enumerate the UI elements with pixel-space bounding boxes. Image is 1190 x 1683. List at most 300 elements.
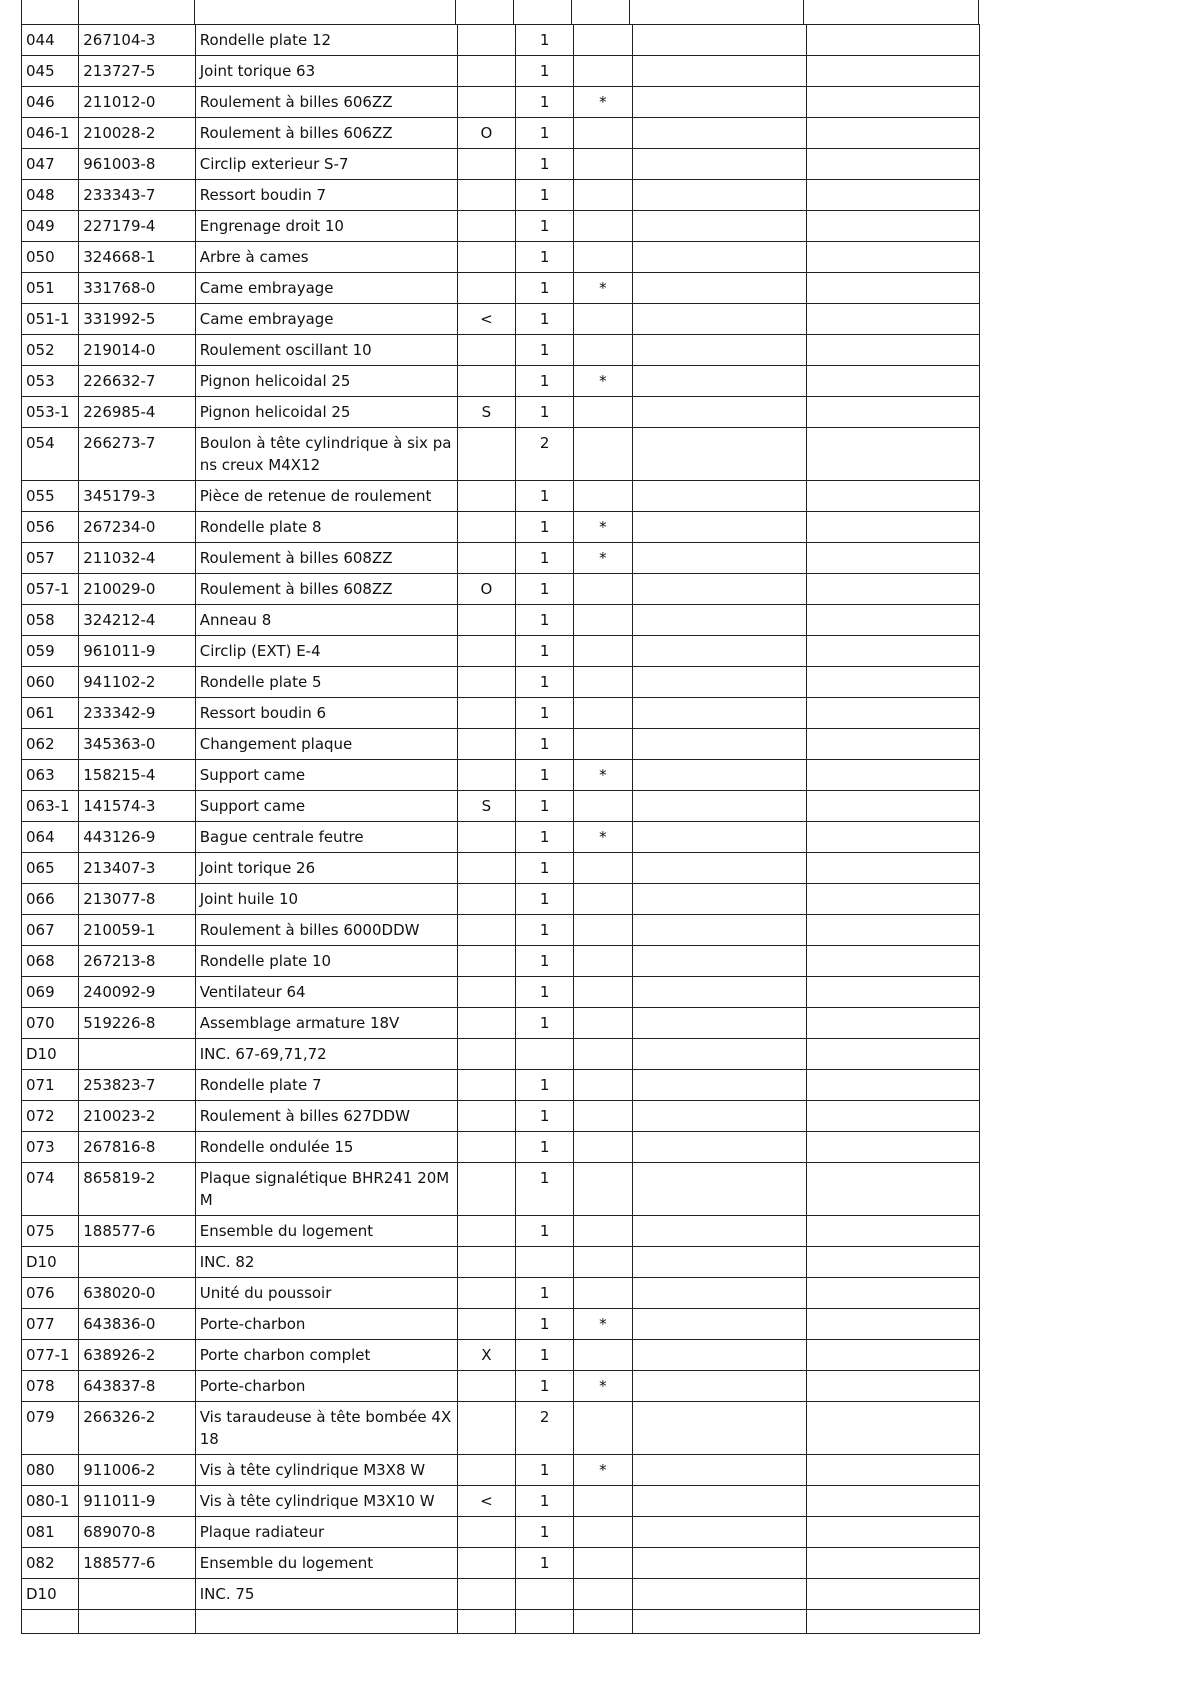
empty-cell <box>632 543 807 574</box>
quantity-cell <box>516 1610 574 1634</box>
part-number-cell: 267213-8 <box>79 946 195 977</box>
note-cell <box>457 1371 515 1402</box>
empty-cell <box>632 698 807 729</box>
empty-cell <box>807 1247 980 1278</box>
part-number-cell: 267816-8 <box>79 1132 195 1163</box>
ref-cell: 058 <box>22 605 79 636</box>
quantity-cell: 1 <box>516 87 574 118</box>
table-row <box>22 1216 980 1247</box>
quantity-cell: 1 <box>516 574 574 605</box>
note-cell <box>457 667 515 698</box>
ref-cell: 053 <box>22 366 79 397</box>
note-cell: O <box>457 118 515 149</box>
change-mark-cell: * <box>574 1309 632 1340</box>
empty-cell <box>807 791 980 822</box>
change-mark-cell <box>574 729 632 760</box>
part-number-cell: 188577-6 <box>79 1216 195 1247</box>
empty-cell <box>632 87 807 118</box>
part-number-cell: 961003-8 <box>79 149 195 180</box>
change-mark-cell <box>574 946 632 977</box>
change-mark-cell <box>574 636 632 667</box>
empty-cell <box>632 1008 807 1039</box>
ref-cell: 046 <box>22 87 79 118</box>
empty-cell <box>632 512 807 543</box>
description-cell: Arbre à cames <box>195 242 457 273</box>
quantity-cell: 2 <box>516 428 574 481</box>
ref-cell: 048 <box>22 180 79 211</box>
quantity-cell: 1 <box>516 884 574 915</box>
empty-cell <box>807 1132 980 1163</box>
ref-cell: 068 <box>22 946 79 977</box>
table-top-continuation <box>21 0 980 24</box>
empty-cell <box>632 1309 807 1340</box>
description-cell: Porte-charbon <box>195 1309 457 1340</box>
quantity-cell: 1 <box>516 1548 574 1579</box>
table-row <box>22 1340 980 1371</box>
note-cell <box>457 1101 515 1132</box>
ref-cell: 057 <box>22 543 79 574</box>
table-row <box>22 977 980 1008</box>
table-row <box>22 1402 980 1455</box>
ref-cell: 066 <box>22 884 79 915</box>
description-cell: Came embrayage <box>195 304 457 335</box>
empty-cell <box>807 1216 980 1247</box>
ref-cell: D10 <box>22 1247 79 1278</box>
empty-cell <box>807 822 980 853</box>
ref-cell: 056 <box>22 512 79 543</box>
empty-cell <box>632 397 807 428</box>
empty-cell <box>807 25 980 56</box>
ref-cell: 064 <box>22 822 79 853</box>
table-row <box>22 1278 980 1309</box>
ref-cell: 046-1 <box>22 118 79 149</box>
note-cell <box>457 1610 515 1634</box>
note-cell <box>457 946 515 977</box>
ref-cell: 075 <box>22 1216 79 1247</box>
quantity-cell: 1 <box>516 667 574 698</box>
note-cell <box>457 273 515 304</box>
empty-cell <box>632 1371 807 1402</box>
empty-cell <box>807 1455 980 1486</box>
part-number-cell: 266273-7 <box>79 428 195 481</box>
description-cell: Ensemble du logement <box>195 1548 457 1579</box>
quantity-cell: 1 <box>516 1278 574 1309</box>
note-cell <box>457 1247 515 1278</box>
change-mark-cell <box>574 1070 632 1101</box>
empty-cell <box>807 1486 980 1517</box>
empty-cell <box>807 1579 980 1610</box>
description-cell: Came embrayage <box>195 273 457 304</box>
description-cell: Roulement à billes 606ZZ <box>195 118 457 149</box>
quantity-cell: 1 <box>516 481 574 512</box>
ref-cell: 047 <box>22 149 79 180</box>
description-cell: Pignon helicoidal 25 <box>195 397 457 428</box>
empty-cell <box>632 1455 807 1486</box>
empty-cell <box>807 667 980 698</box>
part-number-cell: 213727-5 <box>79 56 195 87</box>
description-cell: Rondelle plate 10 <box>195 946 457 977</box>
table-row <box>22 335 980 366</box>
part-number-cell: 213077-8 <box>79 884 195 915</box>
ref-cell: 074 <box>22 1163 79 1216</box>
change-mark-cell <box>574 56 632 87</box>
ref-cell: 061 <box>22 698 79 729</box>
change-mark-cell <box>574 915 632 946</box>
part-number-cell: 267104-3 <box>79 25 195 56</box>
quantity-cell: 1 <box>516 1132 574 1163</box>
quantity-cell <box>516 1039 574 1070</box>
empty-cell <box>632 1517 807 1548</box>
table-row <box>22 1371 980 1402</box>
empty-cell <box>632 1486 807 1517</box>
part-number-cell: 210029-0 <box>79 574 195 605</box>
ref-cell: 059 <box>22 636 79 667</box>
note-cell <box>457 56 515 87</box>
description-cell: Vis à tête cylindrique M3X10 W <box>195 1486 457 1517</box>
ref-cell: 053-1 <box>22 397 79 428</box>
change-mark-cell <box>574 884 632 915</box>
empty-cell <box>807 481 980 512</box>
table-row <box>22 1486 980 1517</box>
empty-cell <box>632 1340 807 1371</box>
empty-cell <box>807 977 980 1008</box>
empty-cell <box>632 574 807 605</box>
note-cell <box>457 543 515 574</box>
quantity-cell <box>516 1579 574 1610</box>
quantity-cell: 1 <box>516 760 574 791</box>
part-number-cell: 689070-8 <box>79 1517 195 1548</box>
empty-cell <box>632 428 807 481</box>
empty-cell <box>632 884 807 915</box>
table-row <box>22 1309 980 1340</box>
empty-cell <box>632 25 807 56</box>
ref-cell: 081 <box>22 1517 79 1548</box>
empty-cell <box>632 335 807 366</box>
empty-cell <box>632 1163 807 1216</box>
empty-cell <box>632 1101 807 1132</box>
part-number-cell: 345179-3 <box>79 481 195 512</box>
empty-cell <box>807 56 980 87</box>
quantity-cell: 1 <box>516 273 574 304</box>
description-cell: Support came <box>195 791 457 822</box>
ref-cell: 072 <box>22 1101 79 1132</box>
ref-cell: D10 <box>22 1579 79 1610</box>
description-cell: Ensemble du logement <box>195 1216 457 1247</box>
description-cell: Boulon à tête cylindrique à six pa ns creux M4X12 <box>195 428 457 481</box>
empty-cell <box>632 636 807 667</box>
ref-cell: 082 <box>22 1548 79 1579</box>
change-mark-cell <box>574 1402 632 1455</box>
empty-cell <box>632 667 807 698</box>
change-mark-cell: * <box>574 1371 632 1402</box>
part-number-cell: 227179-4 <box>79 211 195 242</box>
empty-cell <box>632 853 807 884</box>
quantity-cell: 1 <box>516 304 574 335</box>
note-cell <box>457 1402 515 1455</box>
part-number-cell: 643836-0 <box>79 1309 195 1340</box>
table-row <box>22 1579 980 1610</box>
note-cell <box>457 1163 515 1216</box>
part-number-cell: 911006-2 <box>79 1455 195 1486</box>
table-row <box>22 87 980 118</box>
note-cell <box>457 335 515 366</box>
table-row <box>22 1132 980 1163</box>
note-cell: O <box>457 574 515 605</box>
change-mark-cell <box>574 1579 632 1610</box>
description-cell: Porte charbon complet <box>195 1340 457 1371</box>
empty-cell <box>632 481 807 512</box>
description-cell: Ressort boudin 6 <box>195 698 457 729</box>
ref-cell <box>22 1610 79 1634</box>
ref-cell: D10 <box>22 1039 79 1070</box>
description-cell: Ressort boudin 7 <box>195 180 457 211</box>
note-cell <box>457 698 515 729</box>
table-row <box>22 118 980 149</box>
part-number-cell: 233343-7 <box>79 180 195 211</box>
table-row <box>22 729 980 760</box>
quantity-cell: 1 <box>516 180 574 211</box>
table-row <box>22 822 980 853</box>
part-number-cell: 253823-7 <box>79 1070 195 1101</box>
change-mark-cell <box>574 1517 632 1548</box>
quantity-cell: 1 <box>516 1455 574 1486</box>
change-mark-cell <box>574 25 632 56</box>
empty-cell <box>632 729 807 760</box>
part-number-cell: 233342-9 <box>79 698 195 729</box>
quantity-cell: 1 <box>516 1070 574 1101</box>
description-cell: Plaque radiateur <box>195 1517 457 1548</box>
description-cell: Rondelle plate 8 <box>195 512 457 543</box>
quantity-cell: 1 <box>516 605 574 636</box>
part-number-cell: 643837-8 <box>79 1371 195 1402</box>
part-number-cell: 961011-9 <box>79 636 195 667</box>
change-mark-cell <box>574 149 632 180</box>
change-mark-cell <box>574 481 632 512</box>
quantity-cell <box>516 1247 574 1278</box>
table-row <box>22 304 980 335</box>
ref-cell: 063-1 <box>22 791 79 822</box>
change-mark-cell <box>574 853 632 884</box>
description-cell: Support came <box>195 760 457 791</box>
empty-cell <box>632 366 807 397</box>
change-mark-cell <box>574 605 632 636</box>
table-row <box>22 397 980 428</box>
description-cell: INC. 82 <box>195 1247 457 1278</box>
description-cell <box>195 1610 457 1634</box>
empty-cell <box>632 149 807 180</box>
part-number-cell: 141574-3 <box>79 791 195 822</box>
part-number-cell: 324212-4 <box>79 605 195 636</box>
ref-cell: 051 <box>22 273 79 304</box>
table-row <box>22 1455 980 1486</box>
note-cell <box>457 180 515 211</box>
ref-cell: 060 <box>22 667 79 698</box>
ref-cell: 055 <box>22 481 79 512</box>
empty-cell <box>807 87 980 118</box>
change-mark-cell <box>574 428 632 481</box>
empty-cell <box>807 335 980 366</box>
part-number-cell: 211012-0 <box>79 87 195 118</box>
empty-cell <box>807 574 980 605</box>
table-row <box>22 25 980 56</box>
table-row <box>22 1039 980 1070</box>
change-mark-cell <box>574 335 632 366</box>
description-cell: Changement plaque <box>195 729 457 760</box>
note-cell <box>457 1070 515 1101</box>
quantity-cell: 2 <box>516 1402 574 1455</box>
description-cell: Unité du poussoir <box>195 1278 457 1309</box>
empty-cell <box>632 1070 807 1101</box>
description-cell: Roulement à billes 6000DDW <box>195 915 457 946</box>
empty-cell <box>632 1132 807 1163</box>
note-cell <box>457 1309 515 1340</box>
description-cell: Rondelle plate 5 <box>195 667 457 698</box>
change-mark-cell <box>574 1278 632 1309</box>
part-number-cell: 226632-7 <box>79 366 195 397</box>
note-cell <box>457 25 515 56</box>
quantity-cell: 1 <box>516 853 574 884</box>
empty-cell <box>632 242 807 273</box>
ref-cell: 045 <box>22 56 79 87</box>
empty-cell <box>632 273 807 304</box>
empty-cell <box>807 946 980 977</box>
ref-cell: 050 <box>22 242 79 273</box>
part-number-cell: 267234-0 <box>79 512 195 543</box>
description-cell: Joint huile 10 <box>195 884 457 915</box>
empty-cell <box>632 1579 807 1610</box>
ref-cell: 079 <box>22 1402 79 1455</box>
empty-cell <box>807 760 980 791</box>
table-row <box>22 273 980 304</box>
note-cell <box>457 428 515 481</box>
description-cell: Vis taraudeuse à tête bombée 4X 18 <box>195 1402 457 1455</box>
quantity-cell: 1 <box>516 118 574 149</box>
part-number-cell: 519226-8 <box>79 1008 195 1039</box>
description-cell: Vis à tête cylindrique M3X8 W <box>195 1455 457 1486</box>
table-row <box>22 543 980 574</box>
quantity-cell: 1 <box>516 397 574 428</box>
quantity-cell: 1 <box>516 242 574 273</box>
note-cell: X <box>457 1340 515 1371</box>
table-row <box>22 1008 980 1039</box>
empty-cell <box>807 149 980 180</box>
change-mark-cell <box>574 698 632 729</box>
ref-cell: 049 <box>22 211 79 242</box>
note-cell <box>457 87 515 118</box>
note-cell <box>457 512 515 543</box>
part-number-cell: 941102-2 <box>79 667 195 698</box>
note-cell <box>457 149 515 180</box>
quantity-cell: 1 <box>516 366 574 397</box>
ref-cell: 069 <box>22 977 79 1008</box>
change-mark-cell <box>574 1039 632 1070</box>
change-mark-cell <box>574 574 632 605</box>
change-mark-cell <box>574 1610 632 1634</box>
note-cell <box>457 1455 515 1486</box>
table-row <box>22 853 980 884</box>
part-number-cell <box>79 1247 195 1278</box>
quantity-cell: 1 <box>516 1486 574 1517</box>
empty-cell <box>632 118 807 149</box>
empty-cell <box>807 543 980 574</box>
part-number-cell: 638926-2 <box>79 1340 195 1371</box>
change-mark-cell <box>574 304 632 335</box>
description-cell: Pignon helicoidal 25 <box>195 366 457 397</box>
note-cell <box>457 1008 515 1039</box>
description-cell: Anneau 8 <box>195 605 457 636</box>
empty-cell <box>632 822 807 853</box>
ref-cell: 078 <box>22 1371 79 1402</box>
change-mark-cell: * <box>574 273 632 304</box>
note-cell <box>457 1132 515 1163</box>
empty-cell <box>632 1402 807 1455</box>
empty-cell <box>807 636 980 667</box>
table-row <box>22 667 980 698</box>
empty-cell <box>807 1070 980 1101</box>
empty-cell <box>807 1101 980 1132</box>
change-mark-cell: * <box>574 1455 632 1486</box>
table-row <box>22 946 980 977</box>
part-number-cell: 188577-6 <box>79 1548 195 1579</box>
change-mark-cell <box>574 1101 632 1132</box>
description-cell: Circlip exterieur S-7 <box>195 149 457 180</box>
note-cell <box>457 729 515 760</box>
table-row <box>22 1101 980 1132</box>
part-number-cell: 911011-9 <box>79 1486 195 1517</box>
quantity-cell: 1 <box>516 977 574 1008</box>
part-number-cell <box>79 1039 195 1070</box>
empty-cell <box>807 1309 980 1340</box>
ref-cell: 077 <box>22 1309 79 1340</box>
ref-cell: 044 <box>22 25 79 56</box>
quantity-cell: 1 <box>516 149 574 180</box>
ref-cell: 073 <box>22 1132 79 1163</box>
part-number-cell: 226985-4 <box>79 397 195 428</box>
empty-cell <box>807 1548 980 1579</box>
change-mark-cell: * <box>574 512 632 543</box>
description-cell: Joint torique 63 <box>195 56 457 87</box>
change-mark-cell: * <box>574 87 632 118</box>
change-mark-cell <box>574 1548 632 1579</box>
note-cell <box>457 481 515 512</box>
description-cell: Roulement à billes 608ZZ <box>195 574 457 605</box>
change-mark-cell <box>574 242 632 273</box>
empty-cell <box>807 1278 980 1309</box>
ref-cell: 080-1 <box>22 1486 79 1517</box>
change-mark-cell: * <box>574 543 632 574</box>
part-number-cell: 240092-9 <box>79 977 195 1008</box>
part-number-cell: 865819-2 <box>79 1163 195 1216</box>
table-row <box>22 366 980 397</box>
description-cell: Pièce de retenue de roulement <box>195 481 457 512</box>
part-number-cell: 345363-0 <box>79 729 195 760</box>
empty-cell <box>632 1548 807 1579</box>
note-cell <box>457 1548 515 1579</box>
empty-cell <box>632 1247 807 1278</box>
description-cell: INC. 75 <box>195 1579 457 1610</box>
change-mark-cell <box>574 977 632 1008</box>
empty-cell <box>807 242 980 273</box>
change-mark-cell: * <box>574 822 632 853</box>
change-mark-cell <box>574 211 632 242</box>
description-cell: Roulement oscillant 10 <box>195 335 457 366</box>
empty-cell <box>632 211 807 242</box>
ref-cell: 070 <box>22 1008 79 1039</box>
quantity-cell: 1 <box>516 25 574 56</box>
change-mark-cell <box>574 1340 632 1371</box>
part-number-cell: 210023-2 <box>79 1101 195 1132</box>
note-cell: < <box>457 304 515 335</box>
